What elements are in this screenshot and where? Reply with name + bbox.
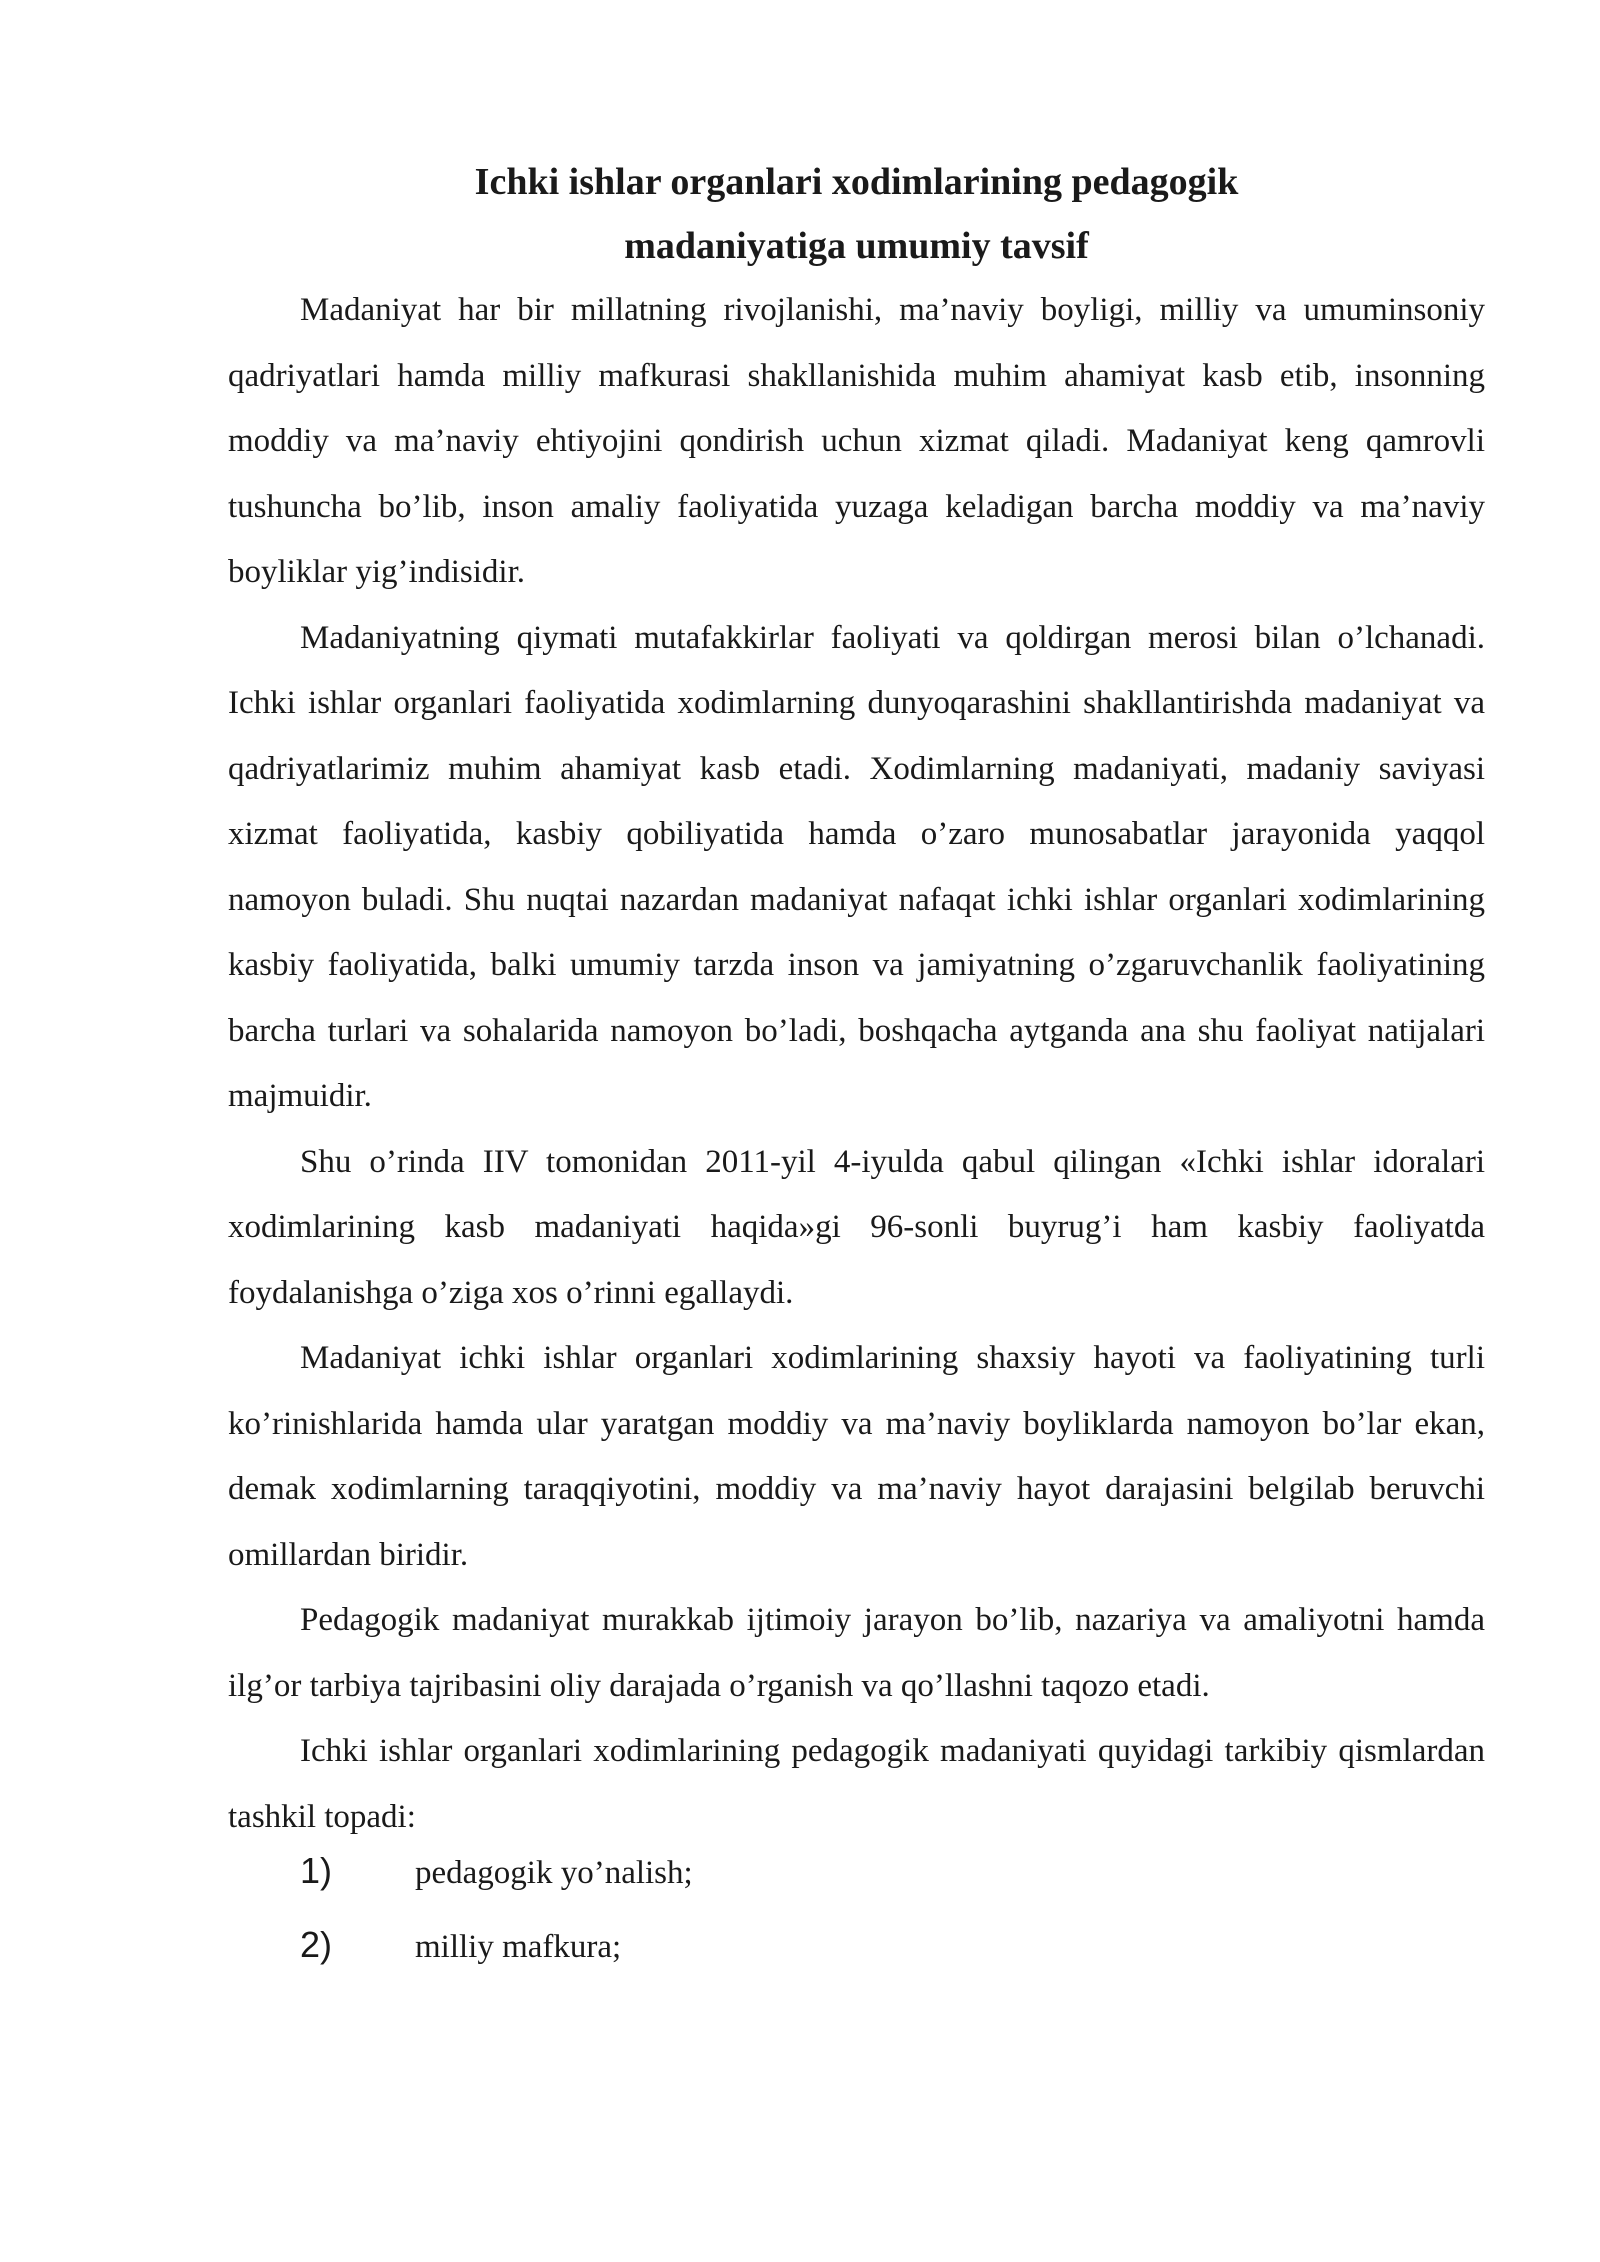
title-line-1: Ichki ishlar organlari xodimlarining pedagogik [474,161,1239,203]
list-item [228,1850,1485,1924]
paragraph-6: Ichki ishlar organlari xodimlarining pedagogik madaniyati quyidagi tarkibiy qismlardan tashkil topadi: [228,1733,1485,1835]
list-item-text: milliy mafkura; [415,1929,622,1965]
paragraph-5: Pedagogik madaniyat murakkab ijtimoiy jarayon bo’lib, nazariya va amaliyotni hamda ilg’or tarbiya tajribasini oliy darajada o’rganish va qo’llashni taqozo etadi. [228,1602,1485,1704]
title-line-2: madaniyatiga umumiy tavsif [624,225,1089,267]
paragraph-1: Madaniyat har bir millatning rivojlanishi, ma’naviy boyligi, milliy va umuminsoniy qadriyatlari hamda milliy mafkurasi shakllanishida muhim ahamiyat kasb etib, insonning moddiy va ma’naviy ehtiyojini qondirish uchun xizmat qiladi. Madaniyat keng qamrovli tushuncha bo’lib, inson amaliy faoliyatida yuzaga keladigan barcha moddiy va ma’naviy boyliklar yig’indisidir. [228,292,1485,590]
paragraph-3: Shu o’rinda IIV tomonidan 2011-yil 4-iyulda qabul qilingan «Ichki ishlar idoralari xodimlarining kasb madaniyati haqida»gi 96-sonli buyrug’i ham kasbiy faoliyatda foydalanishga o’ziga xos o’rinni egallaydi. [228,1143,1485,1311]
list-item-number: 1) [300,1850,333,1891]
paragraph-2: Madaniyatning qiymati mutafakkirlar faoliyati va qoldirgan merosi bilan o’lchanadi. Ichki ishlar organlari faoliyatida xodimlarning dunyoqarashini shakllantirishda madaniyat va qadriyatlarimiz muhim ahamiyat kasb etadi. Xodimlarning madaniyati, madaniy saviyasi xizmat faoliyatida, kasbiy qobiliyatida hamda o’zaro munosabatlar jarayonida yaqqol namoyon buladi. Shu nuqtai nazardan madaniyat nafaqat ichki ishlar organlari xodimlarining kasbiy faoliyatida, balki umumiy tarzda inson va jamiyatning o’zgaruvchanlik faoliyatining barcha turlari va sohalarida namoyon bo’ladi, boshqacha aytganda ana shu faoliyat natijalari majmuidir. [228,619,1485,1114]
list-item [228,1924,1485,1998]
document-page [228,150,1485,1998]
document-title [228,150,1485,278]
paragraph-4: Madaniyat ichki ishlar organlari xodimlarining shaxsiy hayoti va faoliyatining turli ko’rinishlarida hamda ular yaratgan moddiy va ma’naviy boyliklarda namoyon bo’lar ekan, demak xodimlarning taraqqiyotini, moddiy va ma’naviy hayot darajasini belgilab beruvchi omillardan biridir. [228,1340,1485,1573]
list-item-number: 2) [300,1924,333,1965]
list-item-text: pedagogik yo’nalish; [415,1855,693,1891]
components-list [228,1850,1485,1998]
